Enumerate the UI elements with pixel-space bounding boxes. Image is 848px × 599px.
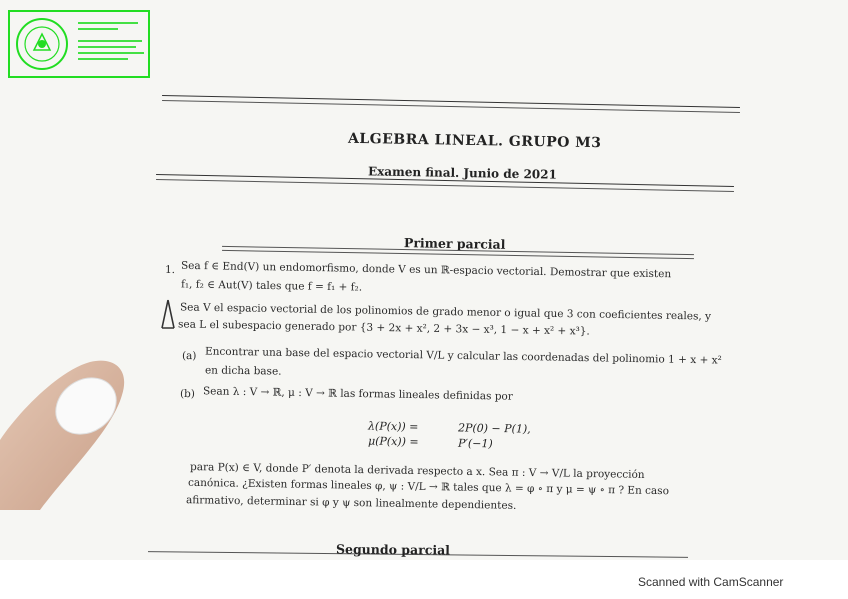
problem-2-line-2: sea L el subespacio generado por {3 + 2x + x², 2 + 3x − x³, 1 − x + x² + x³}. — [177, 318, 590, 338]
section-segundo-parcial: Segundo parcial — [335, 541, 451, 558]
university-stamp — [8, 10, 150, 78]
problem-1-number: 1. — [164, 263, 176, 277]
equation-1-lhs: λ(P(x)) = — [367, 419, 419, 434]
equation-2-lhs: μ(P(x)) = — [367, 434, 419, 449]
equation-2-rhs: P′(−1) — [457, 436, 493, 451]
problem-1-line-2: f₁, f₂ ∈ Aut(V) tales que f = f₁ + f₂. — [180, 278, 363, 294]
part-a-line-2: en dicha base. — [204, 364, 282, 378]
equation-1-rhs: 2P(0) − P(1), — [457, 421, 531, 436]
exam-title: ALGEBRA LINEAL. GRUPO M3 — [347, 130, 602, 152]
seal-icon — [14, 16, 70, 72]
pencil-mark-icon — [158, 298, 178, 334]
problem-1-line-1: Sea f ∈ End(V) un endomorfismo, donde V es un ℝ-espacio vectorial. Demostrar que existen — [180, 259, 672, 281]
problem-2-line-1: Sea V el espacio vectorial de los polinomios de grado menor o igual que 3 con coeficientes reales, y — [179, 301, 712, 323]
part-b-cont-line-1: para P(x) ∈ V, donde P′ denota la derivada respecto a x. Sea π : V → V/L la proyección — [189, 461, 645, 481]
section-rule-2 — [222, 250, 694, 259]
scanner-watermark: Scanned with CamScanner — [638, 575, 784, 589]
part-b-line-1: Sean λ : V → ℝ, μ : V → ℝ las formas lineales definidas por — [202, 385, 513, 403]
stamp-text-lines — [78, 18, 146, 74]
part-a-label: (a) — [181, 349, 197, 363]
part-b-cont-line-2: canónica. ¿Existen formas lineales φ, ψ : V/L → ℝ tales que λ = φ ∘ π y μ = ψ ∘ π ? En caso — [187, 476, 670, 498]
part-b-cont-line-3: afirmativo, determinar si φ y ψ son linealmente dependientes. — [185, 494, 517, 512]
part-b-label: (b) — [179, 387, 196, 401]
part-a-line-1: Encontrar una base del espacio vectorial V/L y calcular las coordenadas del polinomio 1 + x + x² — [204, 345, 722, 367]
finger-overlay — [0, 350, 140, 510]
section-primer-parcial: Primer parcial — [403, 235, 506, 252]
exam-subtitle: Examen final. Junio de 2021 — [367, 164, 558, 182]
